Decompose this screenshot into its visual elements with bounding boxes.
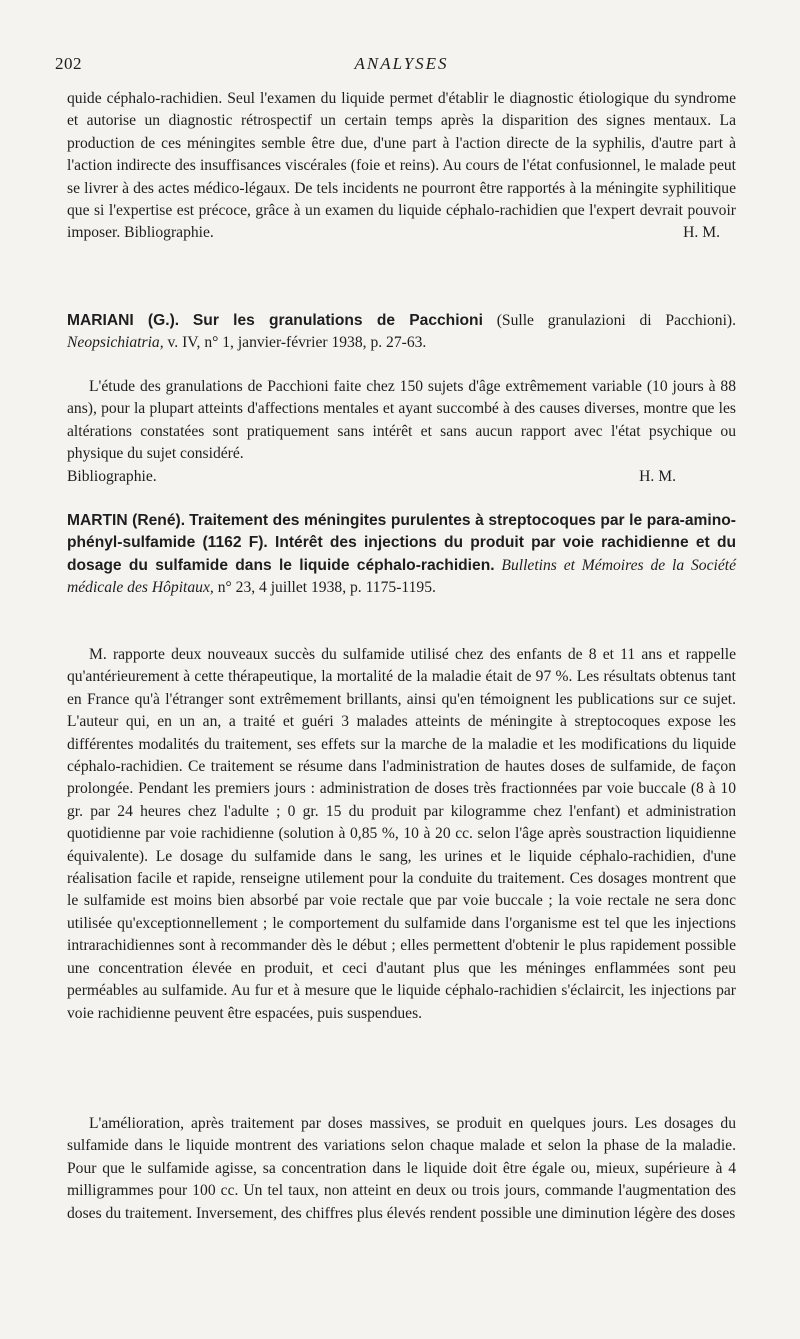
abstract-mariani xyxy=(67,376,736,488)
abstract-text: L'amélioration, après traitement par doses massives, se produit en quelques jours. Les dosages du sulfamide dans le liquide montrent des variations selon chaque malade et selon la phase de la maladie. Pour que le sulfamide agisse, sa concentration dans le liquide doit être égale ou, mieux, supérieure à 4 milligrammes pour 100 cc. Un tel taux, non atteint en deux ou trois jours, commande l'augmentation des doses du traitement. Inversement, des chiffres plus élevés rendent possible une diminution légère des doses xyxy=(67,1115,736,1222)
page-number: 202 xyxy=(55,54,82,73)
author-name: MARTIN (René). xyxy=(67,512,186,529)
bibliography-label: Bibliographie. xyxy=(67,467,157,485)
running-title: ANALYSES xyxy=(354,54,449,73)
article-title: Traitement des méningites purulentes à streptocoques par le para-amino-phényl-sulfamide (1162 F). Intérêt des injections du produit par voie rachidienne et du dosage du sulfamide dans le liquide céphalo-rachidien. xyxy=(67,512,736,574)
abstract-text: L'étude des granulations de Pacchioni faite chez 150 sujets d'âge extrêmement variable (10 jours à 88 ans), pour la plupart atteints d'affections mentales et ayant succombé à des causes diverses, montre que les altérations constatées sont pratiquement sans intérêt et sans aucun rapport avec l'état psychique ou physique du sujet considéré. xyxy=(67,378,736,463)
abstract-martin-1 xyxy=(67,644,736,1025)
article-title: Sur les granulations de Pacchioni xyxy=(192,312,483,329)
entry-heading-martin xyxy=(67,510,736,600)
reference: v. IV, n° 1, janvier-février 1938, p. 27-63. xyxy=(163,334,427,352)
continuation-text: quide céphalo-rachidien. Seul l'examen du liquide permet d'établir le diagnostic étiologique du syndrome et autorise un diagnostic rétrospectif un certain temps après la disparition des signes mentaux. La production de ces méningites semble être due, d'une part à l'action directe de la syphilis, d'autre part à l'action indirecte des insuffisances viscérales (foie et reins). Au cours de l'état confusionnel, le malade peut se livrer à des actes médico-légaux. De tels incidents ne pourront être rapportés à la méningite syphilitique que si l'expertise est précoce, grâce à un examen du liquide céphalo-rachidien que l'expert devrait pouvoir imposer. Bibliographie. xyxy=(67,90,736,242)
signature: H. M. xyxy=(639,467,676,485)
signature: H. M. xyxy=(683,224,720,242)
abstract-text: M. rapporte deux nouveaux succès du sulfamide utilisé chez des enfants de 8 et 11 ans et rappelle qu'antérieurement à cette thérapeutique, la mortalité de la maladie était de 97 %. Les résultats obtenus tant en France qu'à l'étranger sont extrêmement brillants, ainsi qu'en témoignent les publications sur ce sujet. L'auteur qui, en un an, a traité et guéri 3 malades atteints de méningite à streptocoques expose les différentes modalités du traitement, ses effets sur la marche de la maladie et les modifications du liquide céphalo-rachidien. Ce traitement se résume dans l'administration de hautes doses de sulfamide, de façon prolongée. Pendant les premiers jours : administration de doses très fractionnées par voie buccale (8 à 10 gr. par 24 heures chez l'adulte ; 0 gr. 15 du produit par kilogramme chez l'enfant) et administration quotidienne par voie rachidienne (solution à 0,85 %, 10 à 20 cc. selon l'âge après soustraction liquidienne équivalente). Le dosage du sulfamide dans le sang, les urines et le liquide céphalo-rachidien, d'une réalisation facile et rapide, renseigne utilement pour la conduite du traitement. Ces dosages montrent que le sulfamide est moins bien absorbé par voie rectale que par voie buccale ; la voie rectale ne sera donc utilisée qu'exceptionnellement ; le comportement du sulfamide dans l'organisme est tel que les injections intrarachidiennes sont à recommander dès le début ; elles permettent d'obtenir le plus rapidement possible une concentration élevée en produit, et ceci d'autant plus que les méninges enflammées sont peu perméables au sulfamide. Au fur et à mesure que le liquide céphalo-rachidien s'éclaircit, les injections par voie rachidienne peuvent être espacées, puis suspendues. xyxy=(67,646,736,1022)
entry-heading-mariani xyxy=(67,310,736,355)
continuation-paragraph xyxy=(67,88,736,245)
author-name: MARIANI (G.). xyxy=(67,312,180,329)
reference: n° 23, 4 juillet 1938, p. 1175-1195. xyxy=(213,579,436,597)
abstract-martin-2 xyxy=(67,1113,736,1225)
journal-name: Neopsichiatria, xyxy=(67,334,164,352)
journal-name: Bulletins et Mémoires de la Société médicale des Hôpitaux, xyxy=(67,556,737,597)
original-title: (Sulle granulazioni di Pacchioni). xyxy=(482,312,736,329)
